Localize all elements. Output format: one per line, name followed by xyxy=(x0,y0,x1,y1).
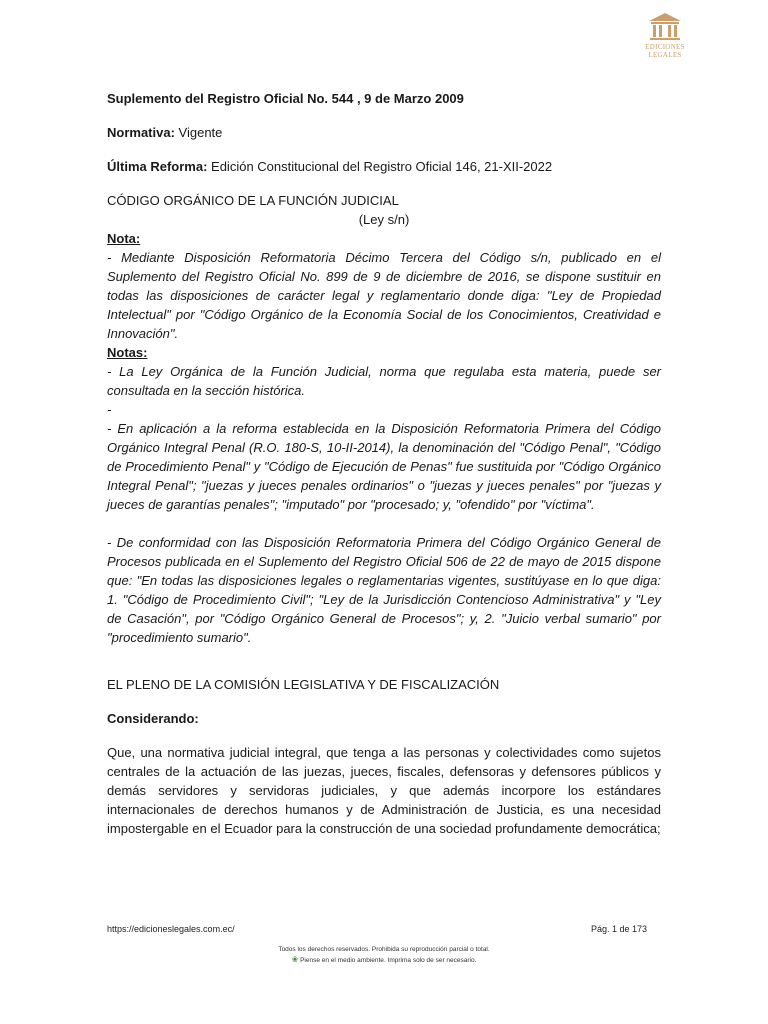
reforma-line xyxy=(107,157,661,176)
pleno-heading: EL PLENO DE LA COMISIÓN LEGISLATIVA Y DE FISCALIZACIÓN xyxy=(107,677,500,692)
nota-heading: Nota: xyxy=(107,231,141,246)
reforma-value: Edición Constitucional del Registro Oficial 146, 21-XII-2022 xyxy=(207,159,553,174)
ley-label: (Ley s/n) xyxy=(358,212,410,227)
document-title: Suplemento del Registro Oficial No. 544 , 9 de Marzo 2009 xyxy=(107,91,464,106)
document-body xyxy=(107,89,661,838)
environment-notice-line xyxy=(0,955,768,966)
normativa-line xyxy=(107,123,661,142)
footer-url-link[interactable]: https://edicioneslegales.com.ec/ xyxy=(107,924,235,934)
reforma-label: Última Reforma: xyxy=(107,159,208,174)
footer-notice xyxy=(0,945,768,966)
notas-item-3: - De conformidad con las Disposición Reformatoria Primera del Código Orgánico General de Procesos publicada en el Suplemento del Registro Oficial 506 de 22 de mayo de 2015 dispone que: "En todas las disposiciones legales o reglamentarias vigentes, sustitúyase en lo que diga: 1. "Código de Procedimiento Civil"; "Ley de la Jurisdicción Contencioso Administrativa" y "Ley de Casación", por "Código Orgánico General de Procesos"; y, 2. "Juicio verbal sumario" por "procedimiento sumario". xyxy=(107,535,661,645)
logo-line1: EDICIONES xyxy=(645,43,685,51)
page-number: Pág. 1 de 173 xyxy=(590,924,647,934)
ediciones-legales-logo xyxy=(636,12,694,70)
rights-notice: Todos los derechos reservados. Prohibida su reproducción parcial o total. xyxy=(278,946,490,953)
considerando-heading: Considerando: xyxy=(107,711,199,726)
columns-building-icon xyxy=(648,12,682,42)
nota-text: - Mediante Disposición Reformatoria Décimo Tercera del Código s/n, publicado en el Suplemento del Registro Oficial No. 899 de 9 de diciembre de 2016, se dispone sustituir en todas las disposiciones de carácter legal y reglamentario donde diga: "Ley de Propiedad Intelectual" por "Código Orgánico de la Economía Social de los Conocimientos, Creatividad e Innovación". xyxy=(107,250,661,341)
leaf-icon: ❀ xyxy=(291,955,299,964)
environment-notice: Piense en el medio ambiente. Imprima solo de ser necesario. xyxy=(300,957,477,964)
notas-heading: Notas: xyxy=(107,345,148,360)
notas-item-1: - La Ley Orgánica de la Función Judicial, norma que regulaba esta materia, puede ser consultada en la sección histórica. xyxy=(107,364,661,398)
notas-dash: - xyxy=(107,402,112,417)
code-title: CÓDIGO ORGÁNICO DE LA FUNCIÓN JUDICIAL xyxy=(107,193,399,208)
logo-line2: LEGALES xyxy=(648,51,682,59)
notas-item-2: - En aplicación a la reforma establecida en la Disposición Reformatoria Primera del Código Orgánico Integral Penal (R.O. 180-S, 10-II-2014), la denominación del "Código Penal", "Código de Procedimiento Penal" y "Código de Ejecución de Penas" fue sustituida por "Código Orgánico Integral Penal"; "juezas y jueces penales ordinarios" o "juezas y jueces penales" por "juezas y jueces de garantías penales"; "imputado" por "procesado; y, "ofendido" por "víctima". xyxy=(107,421,661,512)
considerando-paragraph-1: Que, una normativa judicial integral, que tenga a las personas y colectividades como sujetos centrales de la actuación de las juezas, jueces, fiscales, defensoras y defensores públicos y demás servidores y servidoras judiciales, y que además incorpore los estándares internacionales de derechos humanos y de Administración de Justicia, es una necesidad impostergable en el Ecuador para la construcción de una sociedad profundamente democrática; xyxy=(107,745,661,836)
normativa-label: Normativa: xyxy=(107,125,175,140)
normativa-value: Vigente xyxy=(174,125,223,140)
page-footer xyxy=(107,924,647,934)
